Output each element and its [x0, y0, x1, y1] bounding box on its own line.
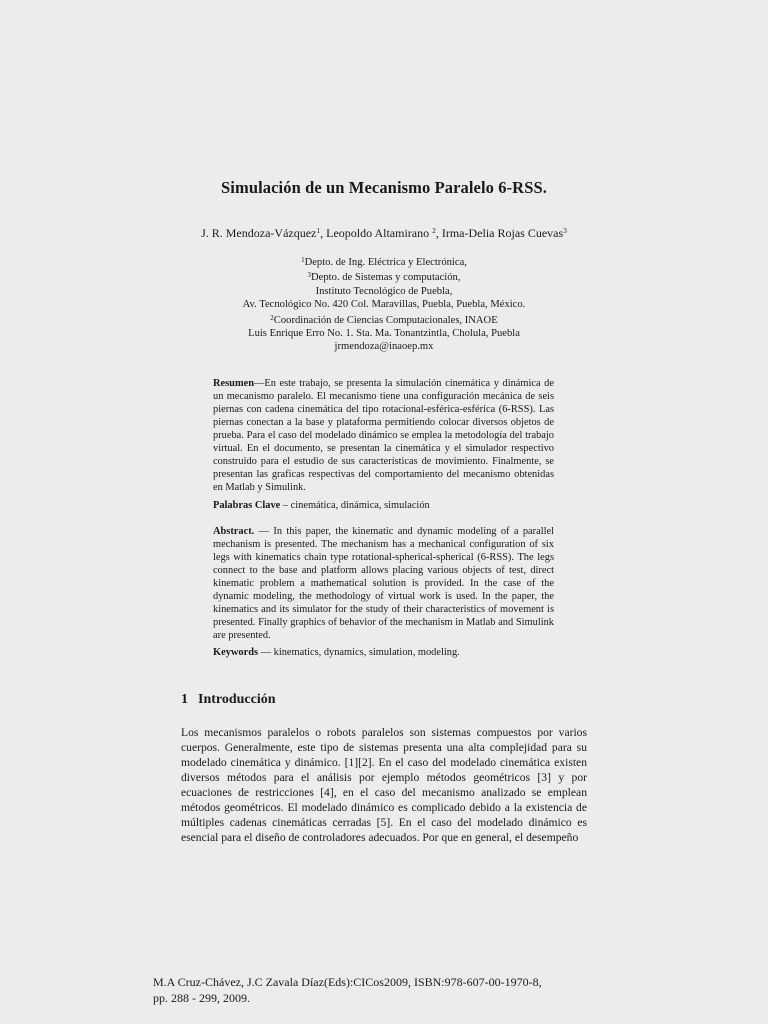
affiliation-line	[0, 269, 768, 284]
keywords-text: — kinematics, dynamics, simulation, modeling.	[258, 647, 460, 658]
abstract-paragraph	[213, 526, 554, 643]
affiliation-text: Depto. de Ing. Eléctrica y Electrónica,	[304, 257, 467, 268]
affiliation-sup: 1	[301, 256, 305, 264]
author-name: J. R. Mendoza-Vázquez	[201, 226, 317, 240]
affiliation-line	[0, 254, 768, 269]
footer-citation: M.A Cruz-Chávez, J.C Zavala Díaz(Eds):CICos2009, ISBN:978-607-00-1970-8,	[153, 975, 542, 989]
affiliation-line: Av. Tecnológico No. 420 Col. Maravillas, Puebla, Puebla, México.	[242, 299, 526, 311]
author-sup: 1	[316, 226, 321, 235]
section-title: Introducción	[198, 692, 276, 707]
affiliation-line: Instituto Tecnológico de Puebla,	[315, 285, 453, 297]
footer-pages: pp. 288 - 299, 2009.	[153, 991, 250, 1005]
author-email: jrmendoza@inaoep.mx	[334, 341, 434, 353]
paper-title: Simulación de un Mecanismo Paralelo 6-RSS.	[221, 178, 547, 197]
resumen-paragraph	[213, 378, 554, 495]
affiliation-line	[0, 312, 768, 327]
author-name: Irma-Delia Rojas Cuevas	[441, 226, 564, 240]
palabras-clave-label: Palabras Clave	[213, 500, 281, 511]
affiliation-line: Luis Enrique Erro No. 1. Sta. Ma. Tonantzintla, Cholula, Puebla	[248, 328, 520, 340]
palabras-clave-text: – cinemática, dinámica, simulación	[280, 500, 430, 511]
section-heading	[181, 692, 276, 708]
author-sup: 3	[563, 226, 567, 235]
affiliations	[0, 254, 768, 354]
keywords-label: Keywords	[213, 647, 259, 658]
abstract-label: Abstract.	[213, 526, 255, 537]
resumen-label: Resumen	[213, 378, 254, 389]
intro-paragraph: Los mecanismos paralelos o robots paralelos son sistemas compuestos por varios cuerpos. Generalmente, este tipo de sistemas presenta una alta complejidad para su modelado cinemática y dinámico. [1][2]. En el caso del modelado cinemática existen diversos métodos para el análisis por ejemplo métodos geométricos [3] y por ecuaciones de restricciones [4], en el caso del mecanismo analizado se emplean métodos geométricos. El modelado dinámico es complicado debido a la existencia de múltiples cadenas cinemáticas cerradas [5]. En el caso del modelado dinámico es esencial para el diseño de controladores adecuados. Por que en general, el desempeño	[181, 726, 587, 845]
section-number: 1	[181, 692, 188, 707]
palabras-clave-paragraph	[213, 500, 554, 513]
affiliation-text: Coordinación de Ciencias Computacionales, INAOE	[273, 314, 498, 326]
affiliation-sup: 3	[307, 271, 312, 280]
author-name: Leopoldo Altamirano	[326, 226, 430, 240]
author-list: J. R. Mendoza-Vázquez$^1$, Leopoldo Altamirano $^2$, Irma-Delia Rojas Cuevas$^3$	[201, 226, 567, 240]
keywords-paragraph	[213, 647, 554, 660]
page-footer	[153, 974, 603, 1006]
affiliation-text: Depto. de Sistemas y computación,	[311, 272, 461, 284]
affiliation-sup: 2	[270, 313, 274, 322]
author-sup: 2	[432, 226, 436, 235]
resumen-text: —En este trabajo, se presenta la simulación cinemática y dinámica de un mecanismo paralelo. El mecanismo tiene una configuración mecánica de seis piernas con cadena cinemática del tipo rotacional-esférica-esférica (6-RSS). Las piernas conectan a la base y plataforma permitiendo colocar diversos objetos de prueba. Para el caso del modelado dinámico se emplea la metodología del trabajo virtual. En el documento, se presentan la cinemática y el simulador respectivo construido para el estudio de sus características de movimiento. Finalmente, se presentan las graficas respectivas del comportamiento del mecanismo obtenidas en Matlab y Simulink.	[213, 378, 554, 493]
abstract-text: — In this paper, the kinematic and dynamic modeling of a parallel mechanism is presented. The mechanism has a mechanical configuration of six legs with kinematics chain type rotational-spherical-spherical (6-RSS). The legs connect to the base and platform allows placing various objects of test, direct kinematic problem a mathematical solution is provided. In the case of the dynamic modeling, the methodology of virtual work is used. In the paper, the kinematics and its simulator for the study of their characteristics of movement is presented. Finally graphics of behavior of the mechanism in Matlab and Simulink are presented.	[213, 526, 554, 641]
